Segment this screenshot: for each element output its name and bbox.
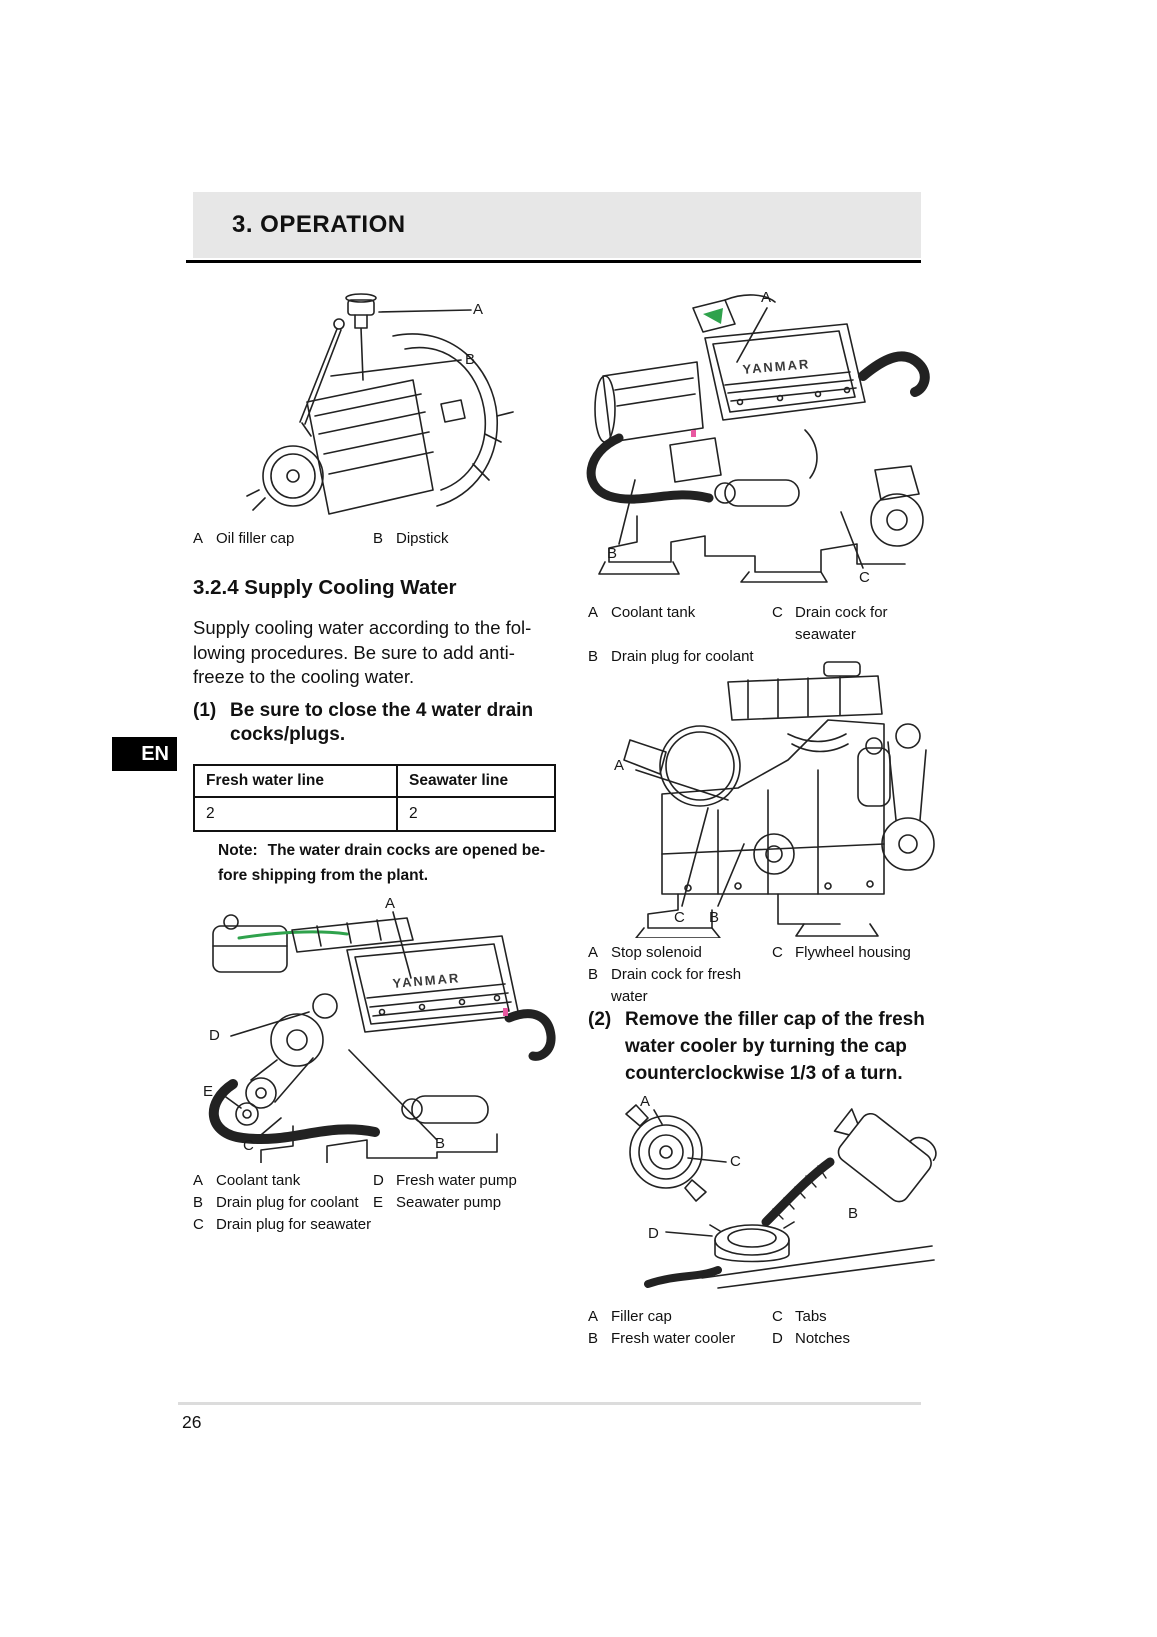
step-2 (588, 1006, 958, 1087)
caption-label: Drain plug for coolant (216, 1194, 359, 1211)
step-line: counterclockwise 1/3 of a turn. (625, 1063, 903, 1084)
table-cell: 2 (397, 797, 555, 831)
note-line: fore shipping from the plant. (218, 867, 429, 884)
caption-label: Flywheel housing (795, 944, 911, 961)
caption-entry (772, 1328, 948, 1350)
figure-drain-front (197, 888, 565, 1163)
section-intro (193, 616, 573, 690)
figure-marker: B (435, 1135, 446, 1152)
caption-label: Stop solenoid (611, 944, 702, 961)
caption-label: Notches (795, 1330, 851, 1347)
figure-marker: C (674, 909, 685, 926)
caption-label: Filler cap (611, 1308, 672, 1325)
table-header-cell: Fresh water line (194, 765, 397, 797)
caption-key: C (193, 1216, 204, 1233)
figure-marker: C (243, 1137, 254, 1154)
figure-caption-oil-check (193, 528, 565, 550)
step-number: (1) (193, 700, 217, 721)
caption-label: Drain plug for seawater (216, 1216, 372, 1233)
figure-marker: C (859, 569, 870, 586)
caption-entry (588, 1306, 772, 1328)
language-tab-label: EN (141, 742, 169, 765)
table-header-row (194, 765, 555, 797)
caption-entry (588, 1328, 772, 1350)
figure-marker: B (848, 1205, 859, 1222)
caption-key: D (373, 1172, 384, 1189)
intro-line: lowing procedures. Be sure to add anti- (193, 641, 515, 663)
chapter-title: 3. OPERATION (232, 211, 406, 238)
figure-marker: E (203, 1083, 214, 1100)
figure-marker: A (614, 757, 625, 774)
caption-label: Seawater pump (396, 1194, 502, 1211)
figure-marker: A (761, 289, 772, 306)
figure-caption-drain-front (193, 1170, 565, 1236)
caption-key: A (588, 604, 599, 621)
engine-line-art (578, 648, 938, 938)
chapter-header-band (193, 192, 921, 258)
caption-label: Drain cock for seawater (795, 604, 888, 643)
drain-cock-table (193, 764, 556, 832)
figure-drain-right-side (578, 648, 938, 938)
figure-filler-cap (592, 1088, 940, 1293)
caption-entry (588, 602, 772, 646)
caption-entry (373, 1192, 565, 1214)
intro-line: freeze to the cooling water. (193, 666, 415, 687)
figure-marker: B (709, 909, 720, 926)
footer-rule (178, 1402, 921, 1405)
step-1 (193, 699, 573, 747)
engine-brand-text: YANMAR (391, 970, 461, 991)
figure-marker: A (473, 301, 484, 318)
caption-entry (193, 1214, 373, 1236)
caption-key: B (588, 966, 599, 983)
caption-label: Drain plug for coolant (611, 648, 754, 665)
step-line: Be sure to close the 4 water drain (230, 700, 534, 721)
header-rule (186, 260, 921, 263)
step-line: cocks/plugs. (230, 724, 346, 745)
caption-key: B (373, 530, 384, 547)
caption-entry (772, 1306, 948, 1328)
page-number: 26 (182, 1412, 202, 1432)
table-row (194, 797, 555, 831)
caption-label: Fresh water pump (396, 1172, 517, 1189)
figure-marker: D (209, 1027, 220, 1044)
caption-entry (193, 528, 373, 550)
caption-label: Coolant tank (216, 1172, 301, 1189)
figure-marker: B (607, 545, 618, 562)
caption-label: Drain cock for fresh water (611, 966, 742, 1005)
figure-drain-left-side (575, 280, 937, 590)
caption-key: E (373, 1194, 384, 1211)
filler-cap-line-art (592, 1088, 940, 1293)
drain-cock-table-wrap (193, 764, 556, 832)
figure-oil-check (245, 284, 565, 524)
note-label: Note: (218, 842, 258, 859)
caption-entry (772, 602, 948, 646)
caption-label: Tabs (795, 1308, 827, 1325)
engine-line-art (245, 284, 565, 524)
note-block (218, 838, 563, 888)
step-line: water cooler by turning the cap (625, 1036, 907, 1057)
engine-brand-text: YANMAR (741, 356, 811, 377)
figure-marker: A (385, 895, 396, 912)
caption-key: C (772, 604, 783, 621)
section-heading: 3.2.4 Supply Cooling Water (193, 576, 457, 599)
figure-caption-filler-cap (588, 1306, 948, 1350)
caption-key: A (193, 530, 204, 547)
caption-key: B (193, 1194, 204, 1211)
figure-marker: C (730, 1153, 741, 1170)
caption-key: C (772, 1308, 783, 1325)
caption-key: D (772, 1330, 783, 1347)
step-number: (2) (588, 1009, 612, 1030)
caption-key: A (193, 1172, 204, 1189)
figure-marker: B (465, 351, 476, 368)
caption-entry (373, 1170, 565, 1192)
caption-key: C (772, 944, 783, 961)
caption-key: A (588, 1308, 599, 1325)
table-cell: 2 (194, 797, 397, 831)
caption-label: Fresh water cooler (611, 1330, 736, 1347)
note-line (218, 838, 563, 863)
caption-entry (588, 942, 772, 964)
figure-marker: D (648, 1225, 659, 1242)
caption-key: B (588, 1330, 599, 1347)
caption-label: Coolant tank (611, 604, 696, 621)
engine-line-art (575, 280, 937, 590)
caption-entry (588, 964, 772, 1008)
caption-key: B (588, 648, 599, 665)
figure-marker: A (640, 1093, 651, 1110)
caption-entry (373, 528, 565, 550)
step-text (625, 1006, 925, 1087)
step-text (230, 699, 533, 747)
language-tab (112, 737, 177, 771)
caption-key: A (588, 944, 599, 961)
step-line: Remove the filler cap of the fresh (625, 1009, 925, 1030)
caption-label: Oil filler cap (216, 530, 295, 547)
table-header-cell: Seawater line (397, 765, 555, 797)
caption-entry (772, 942, 948, 964)
intro-line: Supply cooling water according to the fol- (193, 617, 532, 638)
figure-caption-drain-right-side (588, 942, 948, 1008)
caption-entry (193, 1192, 373, 1214)
caption-label: Dipstick (396, 530, 449, 547)
note-text: The water drain cocks are opened be- (267, 842, 545, 859)
engine-line-art (197, 888, 565, 1163)
caption-entry (193, 1170, 373, 1192)
